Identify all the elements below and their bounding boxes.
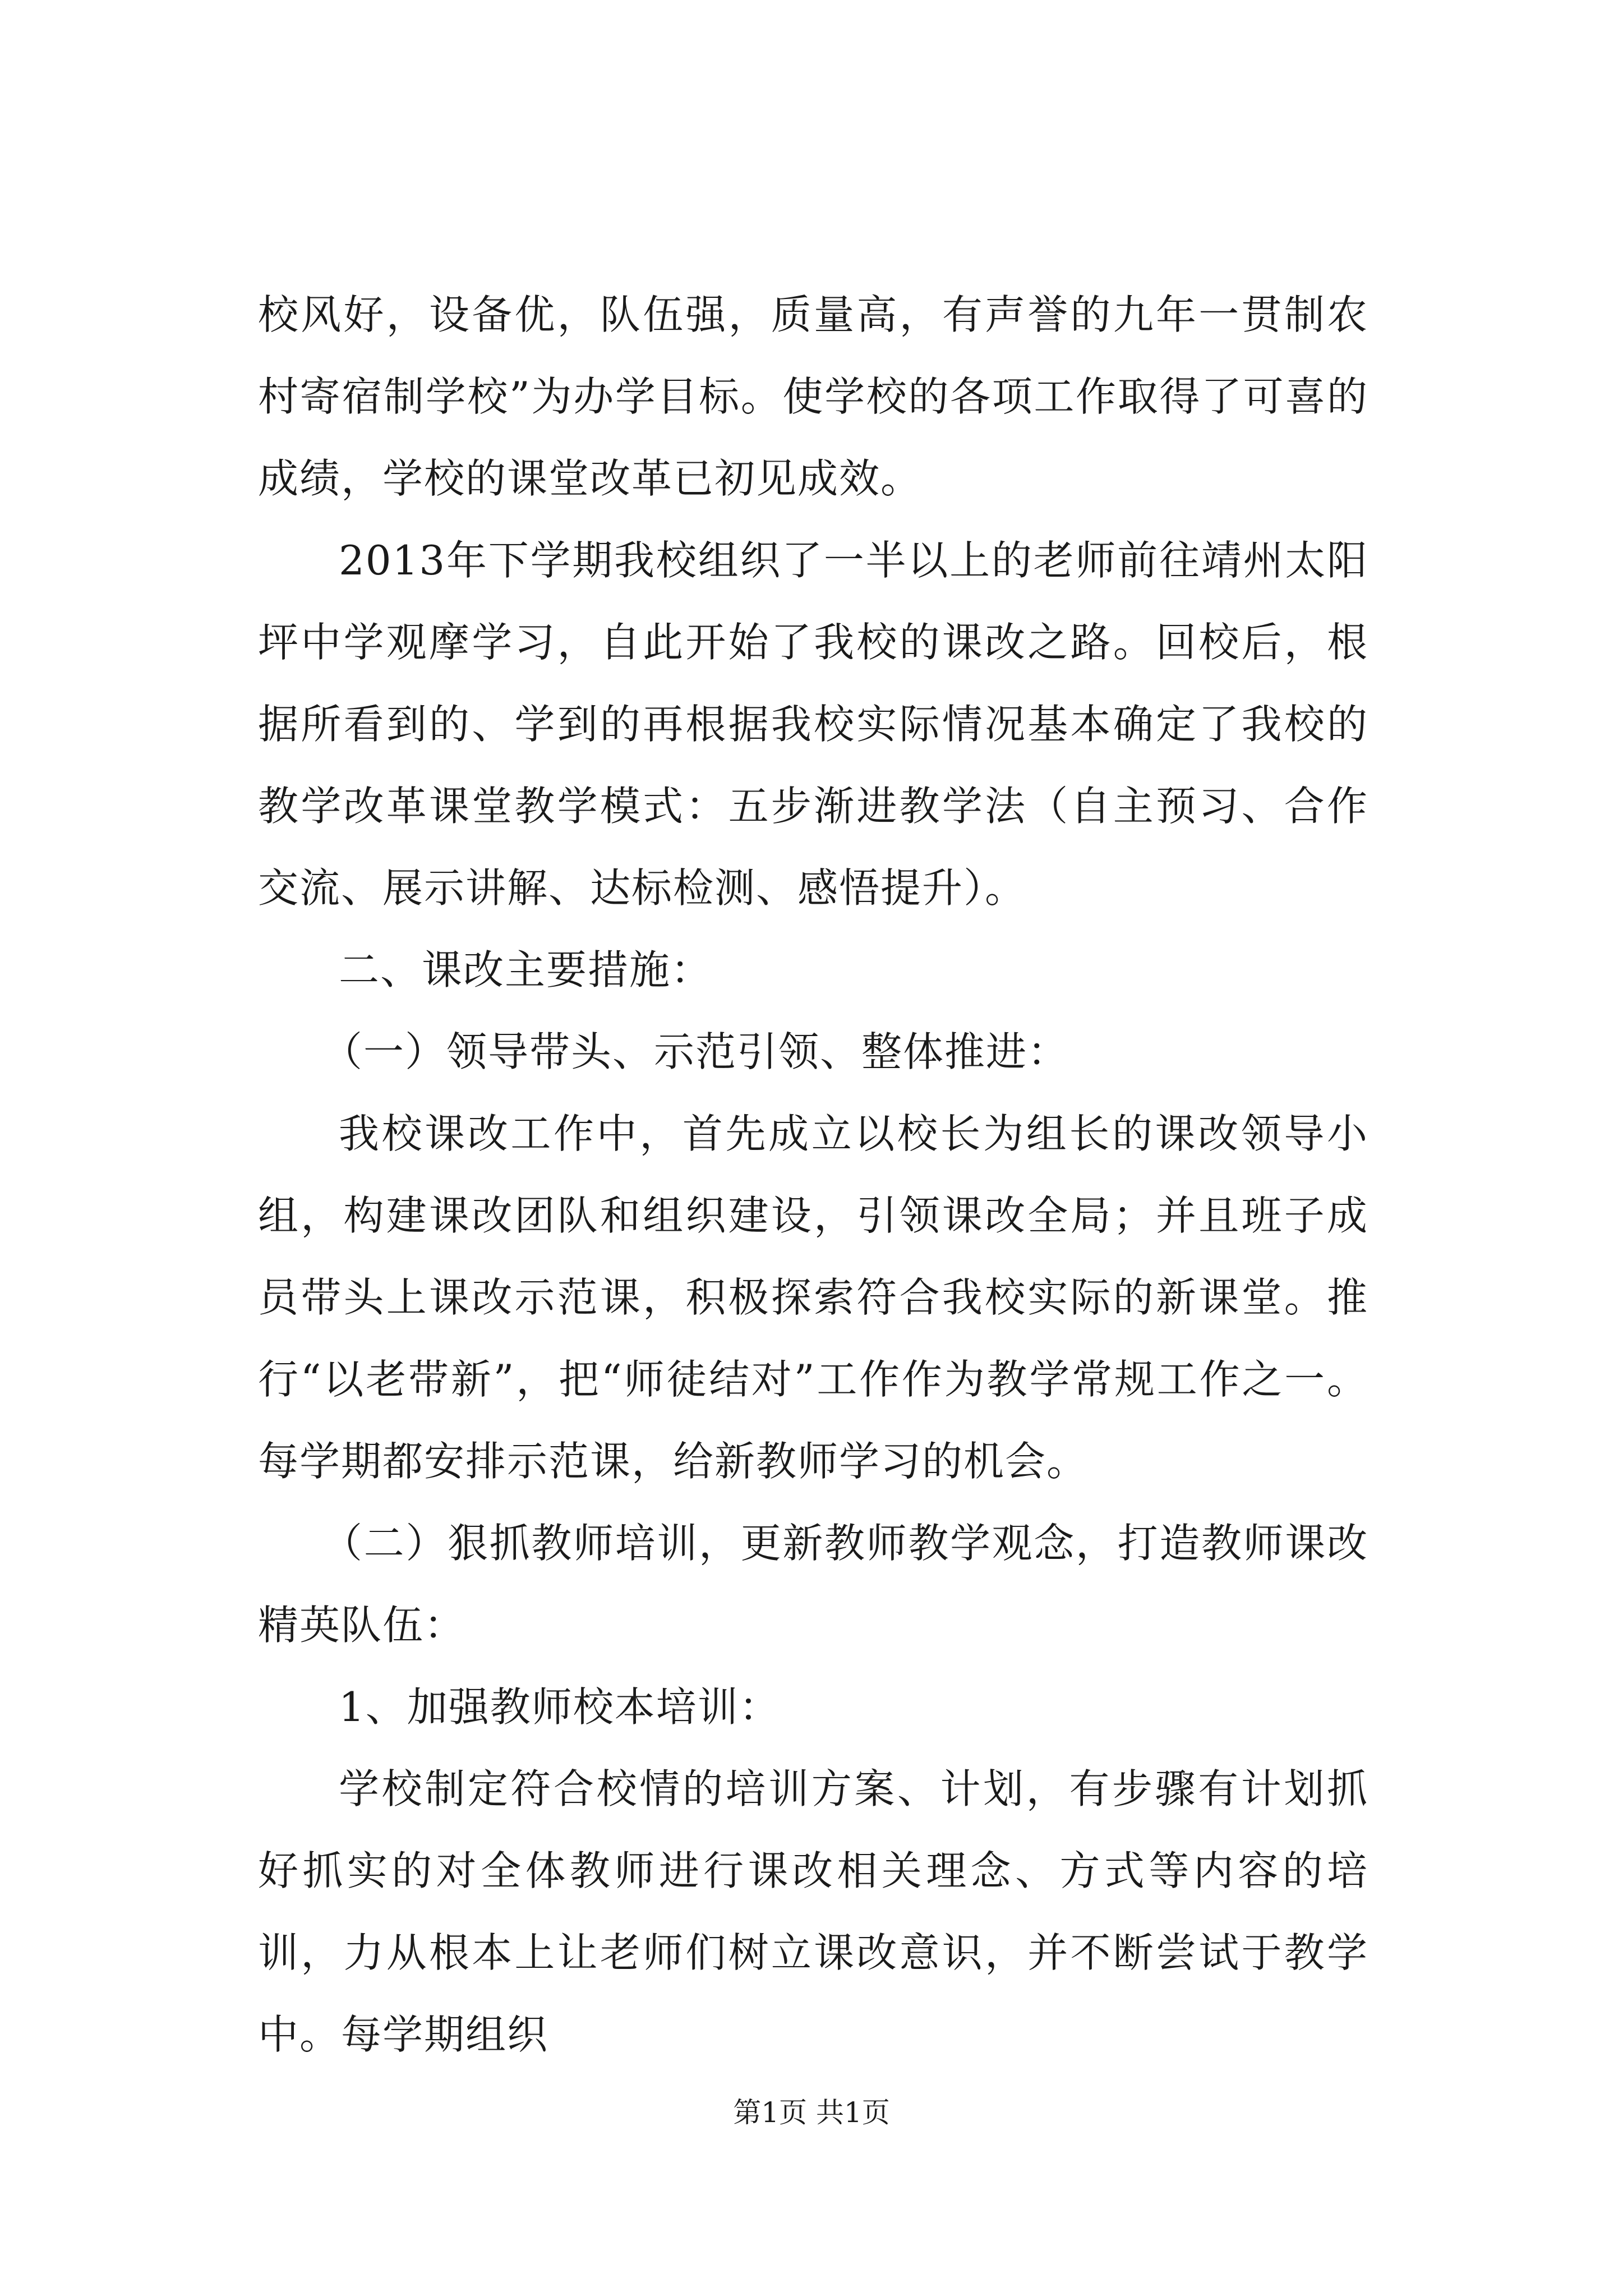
page-number-footer: 第1页 共1页 <box>733 2096 890 2129</box>
subheading-teacher-training: （二）狠抓教师培训，更新教师教学观念，打造教师课改精英队伍： <box>258 1520 1368 1649</box>
paragraph-leadership: 我校课改工作中，首先成立以校长为组长的课改领导小组，构建课改团队和组织建设，引领课改全局；并且班子成员带头上课改示范课，积极探索符合我校实际的新课堂。推行“以老带新”，把“师徒结对”工作作为教学常规工作之一。每学期都安排示范课，给新教师学习的机会。 <box>258 1110 1368 1485</box>
paragraph-continuation: 校风好，设备优，队伍强，质量高，有声誉的九年一贯制农村寄宿制学校”为办学目标。使学校的各项工作取得了可喜的成绩，学校的课堂改革已初见成效。 <box>258 291 1368 502</box>
document-body <box>258 274 1368 2076</box>
item-heading-school-training: 1、加强教师校本培训： <box>339 1683 781 1731</box>
section-heading-main-measures: 二、课改主要措施： <box>339 946 713 993</box>
paragraph-course-reform-origin: 2013年下学期我校组织了一半以上的老师前往靖州太阳坪中学观摩学习，自此开始了我校的课改之路。回校后，根据所看到的、学到的再根据我校实际情况基本确定了我校的教学改革课堂教学模式：五步渐进教学法（自主预习、合作交流、展示讲解、达标检测、感悟提升）。 <box>258 537 1368 912</box>
subheading-leadership: （一）领导带头、示范引领、整体推进： <box>322 1028 1069 1075</box>
paragraph-school-training: 学校制定符合校情的培训方案、计划，有步骤有计划抓好抓实的对全体教师进行课改相关理念、方式等内容的培训，力从根本上让老师们树立课改意识，并不断尝试于教学中。每学期组织 <box>258 1765 1368 2058</box>
